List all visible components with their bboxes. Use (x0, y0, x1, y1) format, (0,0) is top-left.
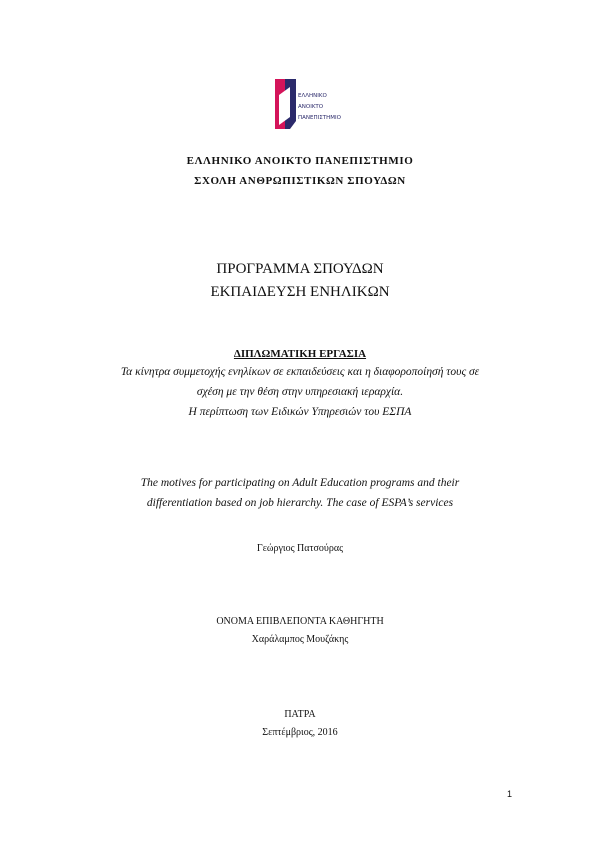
author-name: Γεώργιος Πατσούρας (256, 543, 344, 554)
logo-text-line1: ΕΛΛΗΝΙΚΟ (298, 93, 327, 99)
thesis-title-gr-line1: Τα κίνητρα συμμετοχής ενηλίκων σε εκπαιδεύσεις και η διαφοροποίησή τους σε (120, 366, 480, 378)
program-title-line2: ΕΚΠΑΙΔΕΥΣΗ ΕΝΗΛΙΚΩΝ (210, 284, 390, 300)
thesis-title-gr-line3: Η περίπτωση των Ειδικών Υπηρεσιών του ΕΣΠΑ (188, 406, 412, 418)
thesis-label: ΔΙΠΛΩΜΑΤΙΚΗ ΕΡΓΑΣΙΑ (233, 348, 367, 360)
thesis-title-en-line2: differentiation based on job hierarchy. The case of ESPA’s services (146, 497, 454, 509)
logo-text-line3: ΠΑΝΕΠΙΣΤΗΜΙΟ (298, 115, 341, 121)
logo-text-line2: ΑΝΟΙΚΤΟ (298, 104, 324, 110)
thesis-title-gr-line2: σχέση με την θέση στην υπηρεσιακή ιεραρχία. (196, 386, 404, 398)
place: ΠΑΤΡΑ (284, 709, 316, 720)
program-title-line1: ΠΡΟΓΡΑΜΜΑ ΣΠΟΥΔΩΝ (216, 261, 384, 277)
supervisor-name: Χαράλαμπος Μουζάκης (251, 634, 349, 645)
date: Σεπτέμβριος, 2016 (262, 727, 338, 738)
university-name: ΕΛΛΗΝΙΚΟ ΑΝΟΙΚΤΟ ΠΑΝΕΠΙΣΤΗΜΙΟ (186, 155, 414, 167)
page-number: 1 (506, 789, 512, 799)
university-logo (274, 75, 341, 132)
school-name: ΣΧΟΛΗ ΑΝΘΡΩΠΙΣΤΙΚΩΝ ΣΠΟΥΔΩΝ (194, 175, 406, 187)
thesis-title-en-line1: The motives for participating on Adult Education programs and their (140, 477, 460, 489)
supervisor-label: ΟΝΟΜΑ ΕΠΙΒΛΕΠΟΝΤΑ ΚΑΘΗΓΗΤΗ (216, 616, 384, 627)
